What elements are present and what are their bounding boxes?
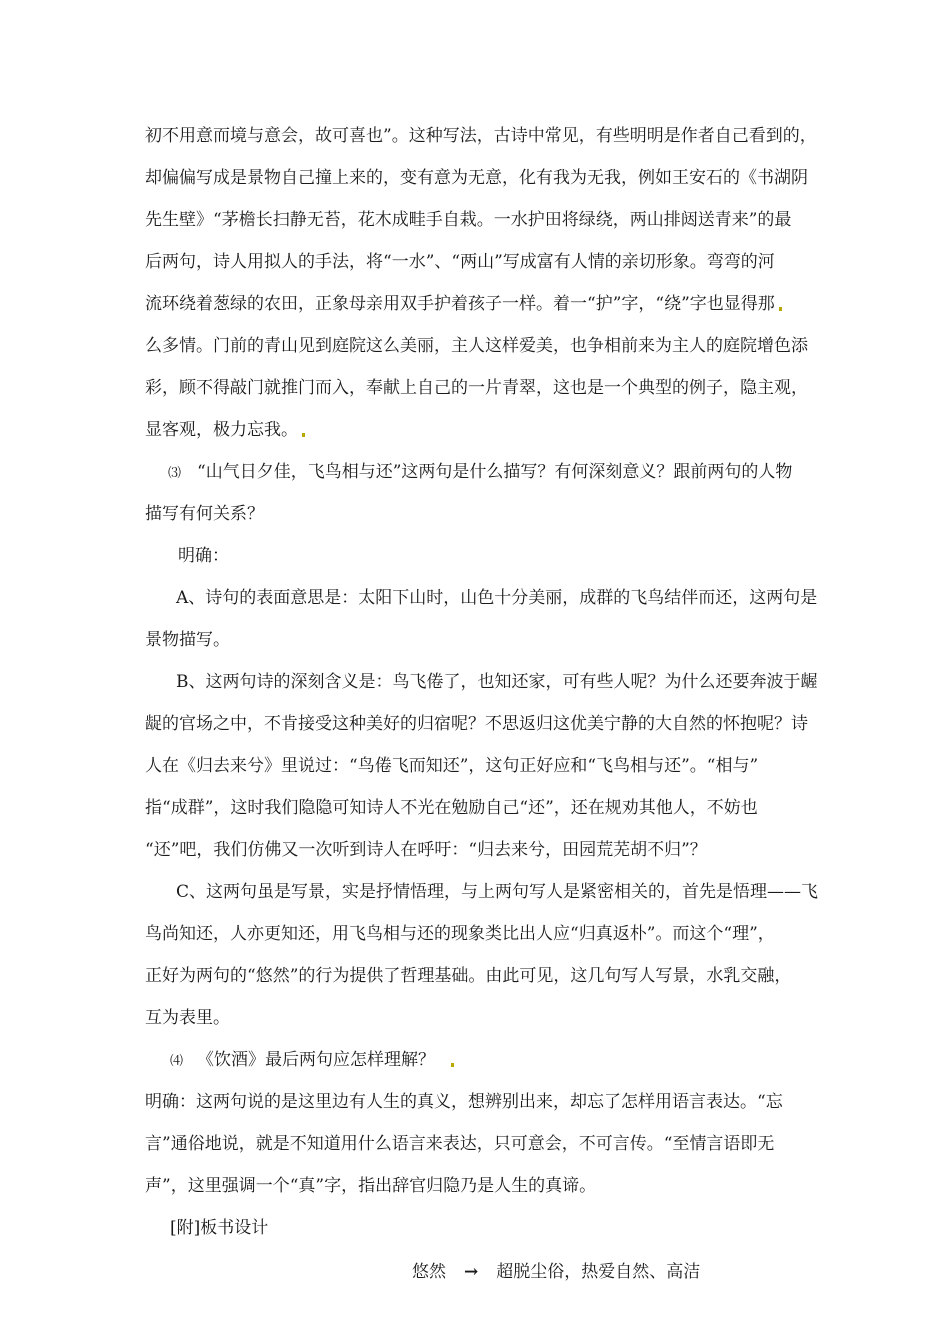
question-number: ⑶ [168, 466, 182, 481]
speck-mark [451, 1063, 454, 1067]
speck-mark [302, 433, 305, 437]
answer-c-line: C、这两句虽是写景，实是抒情悟理，与上两句写人是紧密相关的，首先是悟理——飞 [176, 882, 819, 902]
question-3-line-2: 描写有何关系？ [145, 504, 264, 524]
answer-b-line: 人在《归去来兮》里说过：“鸟倦飞而知还”，这句正好应和“飞鸟相与还”。“相与” [145, 756, 759, 776]
answer-4-line: 明确：这两句说的是这里边有人生的真义，想辨别出来，却忘了怎样用语言表达。“忘 [145, 1092, 783, 1112]
answer-a-line: 景物描写。 [145, 630, 230, 650]
answer-b-line: “还”吧，我们仿佛又一次听到诗人在呼吁：“归去来兮，田园荒芜胡不归”？ [145, 840, 707, 860]
answer-b-line: 指“成群”，这时我们隐隐可知诗人不光在勉励自己“还”，还在规劝其他人，不妨也 [145, 798, 758, 818]
answer-b-line: B、这两句诗的深刻含义是：鸟飞倦了，也知还家，可有些人呢？为什么还要奔波于龌 [176, 672, 818, 692]
answer-c-line: 正好为两句的“悠然”的行为提供了哲理基础。由此可见，这几句写人写景，水乳交融， [145, 966, 792, 986]
speck-mark [779, 307, 782, 311]
paragraph-line: 彩，顾不得敲门就推门而入，奉献上自己的一片青翠，这也是一个典型的例子，隐主观， [145, 378, 808, 398]
answer-a-line: A、诗句的表面意思是：太阳下山时，山色十分美丽，成群的飞鸟结伴而还，这两句是 [176, 588, 818, 608]
answer-c-line: 鸟尚知还，人亦更知还，用飞鸟相与还的现象类比出人应“归真返朴”。而这个“理”， [145, 924, 775, 944]
paragraph-text: 显客观，极力忘我。 [145, 420, 298, 440]
question-4 [170, 1048, 454, 1072]
answer-c-line: 互为表里。 [145, 1008, 230, 1028]
board-meaning: 超脱尘俗，热爱自然、高洁 [496, 1262, 701, 1282]
paragraph-text: 流环绕着葱绿的农田，正象母亲用双手护着孩子一样。着一“护”字，“绕”字也显得那 [145, 294, 775, 314]
arrow-icon: → [464, 1262, 479, 1282]
paragraph-line: 后两句，诗人用拟人的手法，将“一水”、“两山”写成富有人情的亲切形象。弯弯的河 [145, 252, 775, 272]
appendix-title: [附]板书设计 [170, 1218, 269, 1238]
question-text: 《饮酒》最后两句应怎样理解？ [197, 1050, 436, 1070]
paragraph-line: 却偏偏写成是景物自己撞上来的，变有意为无意，化有我为无我，例如王安石的《书湖阴 [145, 168, 808, 188]
answer-b-line: 龊的官场之中，不肯接受这种美好的归宿呢？不思返归这优美宁静的大自然的怀抱呢？诗 [145, 714, 808, 734]
question-3 [168, 460, 792, 484]
answer-4-line: 言”通俗地说，就是不知道用什么语言来表达，只可意会，不可言传。“至情言语即无 [145, 1134, 775, 1154]
question-number: ⑷ [170, 1054, 184, 1069]
paragraph-line [145, 418, 305, 442]
answer-4-line: 声”，这里强调一个“真”字，指出辞官归隐乃是人生的真谛。 [145, 1176, 597, 1196]
board-term: 悠然 [412, 1262, 446, 1282]
question-text: “山气日夕佳，飞鸟相与还”这两句是什么描写？有何深刻意义？跟前两句的人物 [197, 462, 793, 482]
paragraph-line: 先生壁》“茅檐长扫静无苔，花木成畦手自栽。一水护田将绿绕，两山排闼送青来”的最 [145, 210, 792, 230]
mingque-label: 明确： [178, 546, 229, 566]
paragraph-line: 初不用意而境与意会，故可喜也”。这种写法，古诗中常见，有些明明是作者自己看到的， [145, 126, 817, 146]
paragraph-line: 么多情。门前的青山见到庭院这么美丽，主人这样爱美，也争相前来为主人的庭院增色添 [145, 336, 808, 356]
board-design-row [412, 1260, 700, 1284]
paragraph-line [145, 292, 782, 316]
